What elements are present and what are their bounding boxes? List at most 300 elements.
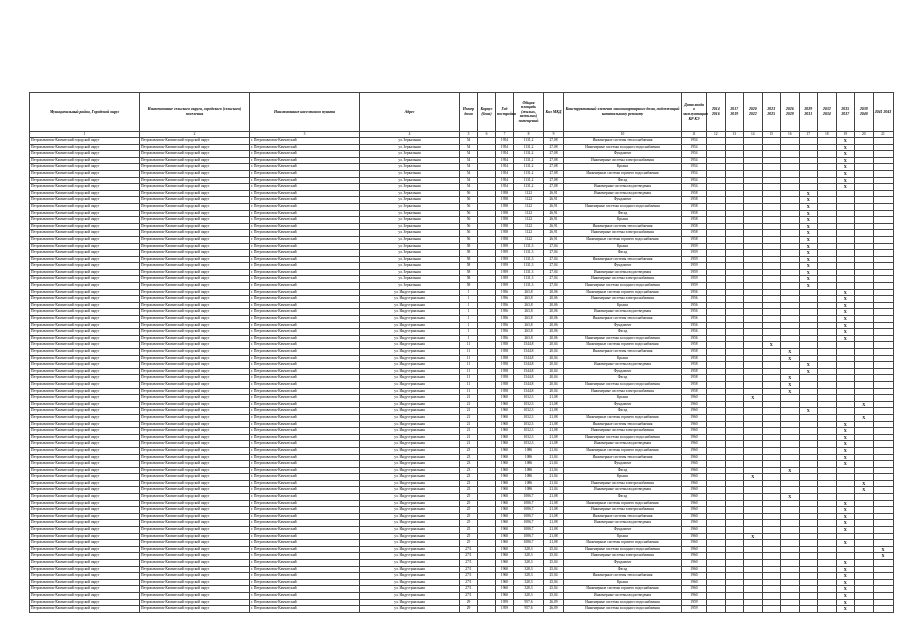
element-cell: Инженерные системы водоотведения <box>564 441 682 448</box>
period-cell <box>781 230 800 237</box>
locality-cell: г. Петропавловск-Камчатский <box>250 573 360 580</box>
period-cell <box>707 395 726 402</box>
element-cell: Фасад <box>564 467 682 474</box>
commission-date-cell: 1958 <box>682 381 707 388</box>
block-cell <box>478 606 496 613</box>
settlement-cell: Петропавловск-Камчатский городской округ <box>140 362 250 369</box>
period-cell <box>855 342 874 349</box>
table-row <box>30 368 894 375</box>
period-cell <box>781 210 800 217</box>
year-cell: 1956 <box>496 322 514 329</box>
period-mark: X <box>836 573 855 580</box>
period-cell <box>725 170 744 177</box>
period-cell <box>799 434 818 441</box>
locality-cell: г. Петропавловск-Камчатский <box>250 144 360 151</box>
wear-cell: 20,06 <box>544 309 564 316</box>
period-cell <box>855 395 874 402</box>
period-cell <box>744 243 763 250</box>
period-cell <box>855 573 874 580</box>
period-cell <box>781 447 800 454</box>
area-cell: 328,3 <box>514 573 544 580</box>
column-index: 14 <box>744 132 763 138</box>
period-cell <box>873 441 893 448</box>
period-mark: X <box>836 335 855 342</box>
period-cell <box>725 606 744 613</box>
table-row <box>30 335 894 342</box>
period-cell <box>707 302 726 309</box>
period-cell <box>744 144 763 151</box>
period-cell <box>781 408 800 415</box>
settlement-cell: Петропавловск-Камчатский городской округ <box>140 533 250 540</box>
period-cell <box>818 573 837 580</box>
settlement-cell: Петропавловск-Камчатский городской округ <box>140 210 250 217</box>
period-cell <box>707 256 726 263</box>
period-cell <box>873 428 893 435</box>
house-number-cell: 11 <box>460 342 478 349</box>
column-header: 2035 2037 <box>836 93 855 132</box>
period-mark: X <box>836 157 855 164</box>
table-row <box>30 606 894 613</box>
table-row <box>30 349 894 356</box>
area-cell: 1131,2 <box>514 184 544 191</box>
block-cell <box>478 546 496 553</box>
year-cell: 1959 <box>496 243 514 250</box>
year-cell: 1956 <box>496 289 514 296</box>
wear-cell: 21,08 <box>544 395 564 402</box>
period-cell <box>873 381 893 388</box>
period-cell <box>744 263 763 270</box>
settlement-cell: Петропавловск-Камчатский городской округ <box>140 170 250 177</box>
period-cell <box>799 157 818 164</box>
year-cell: 1960 <box>496 507 514 514</box>
column-header: 2041 2043 <box>873 93 893 132</box>
commission-date-cell: 1954 <box>682 164 707 171</box>
period-cell <box>818 236 837 243</box>
district-cell: Петропавловск-Камчатский городской округ <box>30 170 140 177</box>
period-cell <box>744 342 763 349</box>
period-cell <box>855 322 874 329</box>
period-mark: X <box>836 500 855 507</box>
district-cell: Петропавловск-Камчатский городской округ <box>30 151 140 158</box>
table-row <box>30 467 894 474</box>
area-cell: 1086,7 <box>514 533 544 540</box>
address-cell: ул. Индустриальная <box>360 368 460 375</box>
settlement-cell: Петропавловск-Камчатский городской округ <box>140 217 250 224</box>
locality-cell: г. Петропавловск-Камчатский <box>250 283 360 290</box>
commission-date-cell: 1960 <box>682 408 707 415</box>
table-row <box>30 579 894 586</box>
period-cell <box>873 342 893 349</box>
house-number-cell: 25 <box>460 507 478 514</box>
address-cell: ул. Индустриальная <box>360 480 460 487</box>
period-cell <box>762 170 781 177</box>
locality-cell: г. Петропавловск-Камчатский <box>250 513 360 520</box>
period-cell <box>762 236 781 243</box>
period-cell <box>725 250 744 257</box>
period-cell <box>744 316 763 323</box>
locality-cell: г. Петропавловск-Камчатский <box>250 256 360 263</box>
table-row <box>30 527 894 534</box>
period-cell <box>744 434 763 441</box>
house-number-cell: 11 <box>460 375 478 382</box>
block-cell <box>478 434 496 441</box>
period-mark: X <box>744 395 763 402</box>
period-cell <box>762 177 781 184</box>
table-row <box>30 553 894 560</box>
commission-date-cell: 1960 <box>682 579 707 586</box>
period-cell <box>818 269 837 276</box>
period-mark: X <box>836 447 855 454</box>
period-cell <box>744 461 763 468</box>
year-cell: 1959 <box>496 269 514 276</box>
period-cell <box>873 408 893 415</box>
table-row <box>30 540 894 547</box>
period-mark: X <box>836 177 855 184</box>
district-cell: Петропавловск-Камчатский городской округ <box>30 269 140 276</box>
commission-date-cell: 1960 <box>682 533 707 540</box>
year-cell: 1959 <box>496 256 514 263</box>
period-cell <box>855 599 874 606</box>
period-cell <box>707 461 726 468</box>
house-number-cell: 56 <box>460 203 478 210</box>
element-cell: Инженерные системы теплоснабжения <box>564 223 682 230</box>
period-mark: X <box>836 421 855 428</box>
period-cell <box>855 408 874 415</box>
period-cell <box>855 151 874 158</box>
period-cell <box>762 243 781 250</box>
address-cell: ул. Индустриальная <box>360 586 460 593</box>
period-cell <box>799 170 818 177</box>
period-cell <box>744 592 763 599</box>
area-cell: 1131,2 <box>514 170 544 177</box>
period-cell <box>836 368 855 375</box>
address-cell: ул. Индустриальная <box>360 520 460 527</box>
element-cell: Фундамент <box>564 461 682 468</box>
settlement-cell: Петропавловск-Камчатский городской округ <box>140 494 250 501</box>
settlement-cell: Петропавловск-Камчатский городской округ <box>140 388 250 395</box>
table-row <box>30 217 894 224</box>
period-cell <box>762 507 781 514</box>
wear-cell: 25,04 <box>544 553 564 560</box>
period-cell <box>762 190 781 197</box>
period-cell <box>725 494 744 501</box>
area-cell: 1086 <box>514 487 544 494</box>
period-cell <box>855 500 874 507</box>
settlement-cell: Петропавловск-Камчатский городской округ <box>140 513 250 520</box>
settlement-cell: Петропавловск-Камчатский городской округ <box>140 368 250 375</box>
period-cell <box>818 540 837 547</box>
period-cell <box>781 269 800 276</box>
wear-cell: 20,06 <box>544 329 564 336</box>
area-cell: 1122 <box>514 190 544 197</box>
period-cell <box>855 203 874 210</box>
address-cell: ул. Индустриальная <box>360 441 460 448</box>
period-cell <box>781 579 800 586</box>
commission-date-cell: 1960 <box>682 461 707 468</box>
period-cell <box>725 573 744 580</box>
period-mark: X <box>799 243 818 250</box>
period-cell <box>873 335 893 342</box>
period-cell <box>762 375 781 382</box>
period-cell <box>836 480 855 487</box>
commission-date-cell: 1956 <box>682 296 707 303</box>
wear-cell: 25,04 <box>544 546 564 553</box>
period-cell <box>855 586 874 593</box>
area-cell: 1086,7 <box>514 527 544 534</box>
commission-date-cell: 1959 <box>682 276 707 283</box>
wear-cell: 27,04 <box>544 250 564 257</box>
commission-date-cell: 1958 <box>682 217 707 224</box>
address-cell: ул. Зеркальная <box>360 223 460 230</box>
wear-cell: 21,08 <box>544 494 564 501</box>
year-cell: 1958 <box>496 342 514 349</box>
wear-cell: 21,08 <box>544 441 564 448</box>
element-cell: Крыша <box>564 243 682 250</box>
district-cell: Петропавловск-Камчатский городской округ <box>30 592 140 599</box>
address-cell: ул. Зеркальная <box>360 217 460 224</box>
block-cell <box>478 560 496 567</box>
district-cell: Петропавловск-Камчатский городской округ <box>30 263 140 270</box>
period-cell <box>762 540 781 547</box>
district-cell: Петропавловск-Камчатский городской округ <box>30 540 140 547</box>
period-cell <box>873 487 893 494</box>
year-cell: 1960 <box>496 401 514 408</box>
period-cell <box>799 592 818 599</box>
period-cell <box>744 362 763 369</box>
period-cell <box>725 342 744 349</box>
area-cell: 1131,2 <box>514 177 544 184</box>
block-cell <box>478 395 496 402</box>
period-cell <box>707 513 726 520</box>
period-cell <box>781 527 800 534</box>
area-cell: 1131,3 <box>514 283 544 290</box>
address-cell: ул. Зеркальная <box>360 177 460 184</box>
district-cell: Петропавловск-Камчатский городской округ <box>30 342 140 349</box>
element-cell: Инженерные системы электроснабжения <box>564 480 682 487</box>
period-cell <box>873 316 893 323</box>
wear-cell: 27,04 <box>544 269 564 276</box>
period-cell <box>707 533 726 540</box>
period-cell <box>744 296 763 303</box>
year-cell: 1960 <box>496 586 514 593</box>
period-cell <box>855 197 874 204</box>
period-cell <box>799 388 818 395</box>
commission-date-cell: 1954 <box>682 151 707 158</box>
period-cell <box>762 434 781 441</box>
period-mark: X <box>799 217 818 224</box>
period-cell <box>707 546 726 553</box>
area-cell: 1032,3 <box>514 408 544 415</box>
period-mark: X <box>836 592 855 599</box>
period-cell <box>762 256 781 263</box>
element-cell: Инженерные системы теплоснабжения <box>564 513 682 520</box>
element-cell: Фундамент <box>564 527 682 534</box>
locality-cell: г. Петропавловск-Камчатский <box>250 447 360 454</box>
period-cell <box>818 302 837 309</box>
house-number-cell: 56 <box>460 210 478 217</box>
period-cell <box>707 342 726 349</box>
address-cell: ул. Индустриальная <box>360 342 460 349</box>
period-cell <box>762 151 781 158</box>
period-cell <box>744 309 763 316</box>
commission-date-cell: 1960 <box>682 480 707 487</box>
period-cell <box>873 421 893 428</box>
wear-cell: 21,08 <box>544 414 564 421</box>
column-index: 8 <box>514 132 544 138</box>
block-cell <box>478 203 496 210</box>
column-index: 5 <box>460 132 478 138</box>
period-cell <box>762 474 781 481</box>
period-cell <box>873 540 893 547</box>
district-cell: Петропавловск-Камчатский городской округ <box>30 203 140 210</box>
address-cell: ул. Зеркальная <box>360 283 460 290</box>
wear-cell: 21,04 <box>544 487 564 494</box>
column-index: 4 <box>360 132 460 138</box>
period-cell <box>781 606 800 613</box>
block-cell <box>478 170 496 177</box>
period-cell <box>762 467 781 474</box>
period-cell <box>873 566 893 573</box>
commission-date-cell: 1960 <box>682 428 707 435</box>
settlement-cell: Петропавловск-Камчатский городской округ <box>140 144 250 151</box>
period-cell <box>855 527 874 534</box>
period-cell <box>707 527 726 534</box>
wear-cell: 21,04 <box>544 447 564 454</box>
commission-date-cell: 1960 <box>682 421 707 428</box>
period-cell <box>725 184 744 191</box>
wear-cell: 20,04 <box>544 368 564 375</box>
period-cell <box>781 474 800 481</box>
period-cell <box>873 579 893 586</box>
period-cell <box>799 467 818 474</box>
period-cell <box>725 381 744 388</box>
house-number-cell: 25 <box>460 500 478 507</box>
period-cell <box>707 414 726 421</box>
period-cell <box>818 474 837 481</box>
period-cell <box>836 203 855 210</box>
period-cell <box>873 203 893 210</box>
period-cell <box>707 573 726 580</box>
table-row <box>30 236 894 243</box>
period-cell <box>781 138 800 145</box>
house-number-cell: 21 <box>460 428 478 435</box>
period-cell <box>725 500 744 507</box>
table-row <box>30 197 894 204</box>
column-header: Номер дома <box>460 93 478 132</box>
period-cell <box>818 309 837 316</box>
period-cell <box>725 276 744 283</box>
block-cell <box>478 441 496 448</box>
period-cell <box>707 560 726 567</box>
period-cell <box>744 579 763 586</box>
period-cell <box>762 388 781 395</box>
area-cell: 263,8 <box>514 302 544 309</box>
period-cell <box>799 606 818 613</box>
column-header: 2020 2022 <box>744 93 763 132</box>
address-cell: ул. Зеркальная <box>360 256 460 263</box>
district-cell: Петропавловск-Камчатский городской округ <box>30 428 140 435</box>
period-cell <box>762 381 781 388</box>
element-cell: Фундамент <box>564 368 682 375</box>
period-cell <box>818 316 837 323</box>
year-cell: 1954 <box>496 144 514 151</box>
wear-cell: 27,04 <box>544 256 564 263</box>
address-cell: ул. Индустриальная <box>360 474 460 481</box>
table-row <box>30 441 894 448</box>
wear-cell: 21,08 <box>544 520 564 527</box>
district-cell: Петропавловск-Камчатский городской округ <box>30 533 140 540</box>
period-cell <box>781 553 800 560</box>
period-cell <box>725 375 744 382</box>
period-cell <box>836 349 855 356</box>
period-mark: X <box>836 309 855 316</box>
settlement-cell: Петропавловск-Камчатский городской округ <box>140 157 250 164</box>
locality-cell: г. Петропавловск-Камчатский <box>250 269 360 276</box>
table-row <box>30 461 894 468</box>
period-cell <box>799 494 818 501</box>
period-mark: X <box>836 527 855 534</box>
house-number-cell: 23 <box>460 467 478 474</box>
wear-cell: 27,08 <box>544 177 564 184</box>
period-cell <box>873 236 893 243</box>
element-cell: Фундамент <box>564 197 682 204</box>
area-cell: 1544,8 <box>514 388 544 395</box>
wear-cell: 26,91 <box>544 217 564 224</box>
block-cell <box>478 243 496 250</box>
block-cell <box>478 250 496 257</box>
wear-cell: 21,08 <box>544 527 564 534</box>
element-cell: Крыша <box>564 533 682 540</box>
house-number-cell: 11 <box>460 362 478 369</box>
area-cell: 1122 <box>514 197 544 204</box>
year-cell: 1960 <box>496 533 514 540</box>
address-cell: ул. Индустриальная <box>360 507 460 514</box>
locality-cell: г. Петропавловск-Камчатский <box>250 467 360 474</box>
wear-cell: 21,04 <box>544 454 564 461</box>
year-cell: 1960 <box>496 447 514 454</box>
period-cell <box>799 151 818 158</box>
period-cell <box>855 256 874 263</box>
element-cell: Инженерные системы теплоснабжения <box>564 256 682 263</box>
address-cell: ул. Индустриальная <box>360 381 460 388</box>
period-cell <box>873 223 893 230</box>
table-row <box>30 507 894 514</box>
period-cell <box>799 381 818 388</box>
block-cell <box>478 316 496 323</box>
period-cell <box>818 487 837 494</box>
year-cell: 1960 <box>496 414 514 421</box>
period-cell <box>799 164 818 171</box>
period-mark: X <box>873 546 893 553</box>
period-cell <box>818 546 837 553</box>
period-cell <box>818 184 837 191</box>
element-cell: Инженерные системы водоотведения <box>564 520 682 527</box>
period-cell <box>725 454 744 461</box>
period-cell <box>873 388 893 395</box>
period-mark: X <box>799 263 818 270</box>
house-number-cell: 21 <box>460 401 478 408</box>
period-cell <box>818 210 837 217</box>
period-cell <box>781 342 800 349</box>
commission-date-cell: 1956 <box>682 316 707 323</box>
period-cell <box>725 467 744 474</box>
settlement-cell: Петропавловск-Камчатский городской округ <box>140 520 250 527</box>
period-cell <box>707 566 726 573</box>
period-cell <box>762 230 781 237</box>
area-cell: 1086 <box>514 447 544 454</box>
locality-cell: г. Петропавловск-Камчатский <box>250 566 360 573</box>
period-cell <box>818 276 837 283</box>
